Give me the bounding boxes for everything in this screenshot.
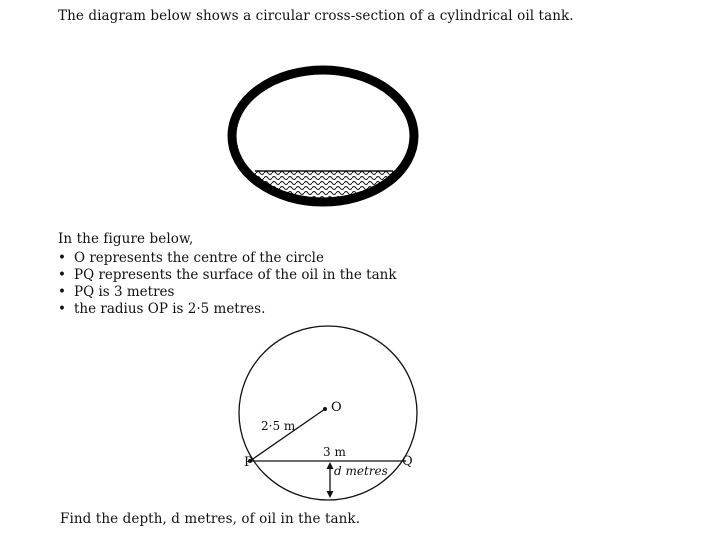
list-item: • PQ represents the surface of the oil in the tank bbox=[58, 267, 397, 284]
centre-point-o bbox=[323, 407, 327, 411]
figure-intro: In the figure below, bbox=[58, 231, 194, 247]
label-q: Q bbox=[402, 454, 413, 469]
depth-arrow-up bbox=[327, 462, 334, 469]
geometry-figure bbox=[239, 326, 417, 500]
list-item: • O represents the centre of the circle bbox=[58, 250, 397, 267]
tank-diagram bbox=[220, 70, 430, 211]
label-o: O bbox=[331, 400, 342, 415]
question-text: Find the depth, d metres, of oil in the tank. bbox=[60, 511, 361, 527]
label-chord: 3 m bbox=[323, 445, 346, 459]
label-depth: d metres bbox=[334, 464, 388, 478]
definition-list bbox=[58, 250, 397, 318]
label-radius: 2·5 m bbox=[261, 419, 296, 433]
label-p: P bbox=[244, 455, 253, 470]
list-item: • PQ is 3 metres bbox=[58, 284, 397, 301]
figure-circle bbox=[239, 326, 417, 500]
radius-op bbox=[250, 409, 325, 461]
intro-text: The diagram below shows a circular cross-section of a cylindrical oil tank. bbox=[58, 8, 574, 24]
list-item: • the radius OP is 2·5 metres. bbox=[58, 301, 397, 318]
depth-arrow-down bbox=[327, 491, 334, 498]
